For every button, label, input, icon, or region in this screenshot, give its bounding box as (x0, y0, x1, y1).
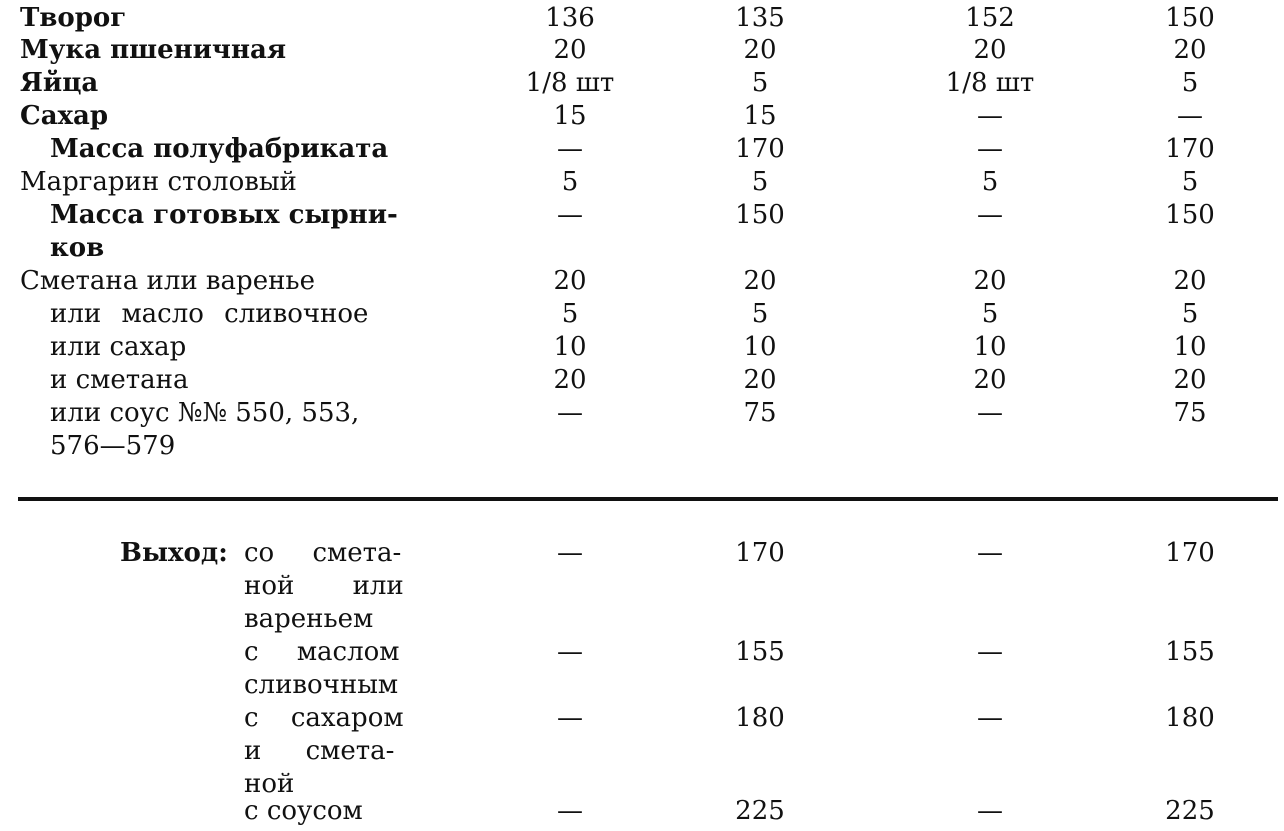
row-value: — (1177, 101, 1203, 131)
table-row (0, 2, 1284, 36)
yield-value: — (977, 637, 1003, 667)
row-value: 20 (743, 35, 777, 65)
yield-item-line: ной или (244, 571, 404, 601)
yield-value: 170 (735, 538, 785, 568)
yield-title: Выход: (120, 538, 228, 568)
table-row (0, 100, 1284, 134)
row-value: — (557, 398, 583, 428)
row-label: Масса полуфабриката (50, 134, 389, 164)
yield-item-line: вареньем (244, 604, 374, 634)
row-label: и сметана (50, 365, 189, 395)
yield-value: 155 (735, 637, 785, 667)
row-value: 75 (743, 398, 777, 428)
row-value: — (977, 134, 1003, 164)
row-value: 20 (973, 266, 1007, 296)
row-label: Сахар (20, 101, 109, 131)
row-value: 170 (1165, 134, 1215, 164)
yield-item-line: сливочным (244, 670, 399, 700)
table-row (0, 265, 1284, 299)
row-value: 10 (743, 332, 777, 362)
row-value: 20 (743, 365, 777, 395)
row-label: Маргарин столовый (20, 167, 297, 197)
row-label: Творог (20, 3, 127, 33)
row-value: 170 (735, 134, 785, 164)
row-value: 20 (553, 266, 587, 296)
row-value: 136 (545, 3, 595, 33)
yield-item-line: и смета- (244, 736, 395, 766)
row-value: 5 (751, 167, 769, 197)
yield-value: 225 (1165, 796, 1215, 826)
row-value: 15 (743, 101, 777, 131)
row-value: 5 (981, 299, 999, 329)
row-label: или масло сливочное (50, 299, 369, 329)
table-row (0, 34, 1284, 68)
row-value: 5 (751, 299, 769, 329)
yield-value: 180 (1165, 703, 1215, 733)
table-row (0, 364, 1284, 398)
row-value: 5 (1181, 68, 1199, 98)
yield-value: — (557, 637, 583, 667)
row-value: 135 (735, 3, 785, 33)
row-label: или сахар (50, 332, 187, 362)
row-value: 20 (553, 365, 587, 395)
table-row (0, 232, 1284, 266)
row-value: — (557, 134, 583, 164)
yield-value: — (977, 538, 1003, 568)
row-value: — (977, 398, 1003, 428)
row-value: 20 (973, 365, 1007, 395)
row-label: Яйца (20, 68, 99, 98)
row-label: Сметана или варенье (20, 266, 315, 296)
table-row (0, 397, 1284, 431)
yield-value: — (557, 703, 583, 733)
row-value: 20 (553, 35, 587, 65)
row-value: 5 (751, 68, 769, 98)
section-divider (18, 497, 1278, 501)
table-row (0, 430, 1284, 464)
row-value: 20 (1173, 35, 1207, 65)
row-value: 20 (1173, 266, 1207, 296)
row-label: ков (50, 233, 105, 263)
yield-value: 155 (1165, 637, 1215, 667)
yield-value: 225 (735, 796, 785, 826)
yield-item-line: со смета- (244, 538, 402, 568)
row-value: — (977, 101, 1003, 131)
row-value: 1/8 шт (525, 68, 615, 98)
table-row (0, 166, 1284, 200)
row-value: 5 (561, 299, 579, 329)
row-value: 5 (981, 167, 999, 197)
row-value: 10 (1173, 332, 1207, 362)
yield-value: — (557, 796, 583, 826)
row-label: Мука пшеничная (20, 35, 287, 65)
row-label: 576—579 (50, 431, 176, 461)
row-value: — (557, 200, 583, 230)
table-row (0, 67, 1284, 101)
row-value: 150 (735, 200, 785, 230)
yield-value: — (977, 796, 1003, 826)
table-row (0, 133, 1284, 167)
row-value: 20 (743, 266, 777, 296)
row-label: или соус №№ 550, 553, (50, 398, 360, 428)
table-row (0, 199, 1284, 233)
row-value: 150 (1165, 200, 1215, 230)
yield-value: 170 (1165, 538, 1215, 568)
yield-value: 180 (735, 703, 785, 733)
table-row (0, 331, 1284, 365)
row-value: 152 (965, 3, 1015, 33)
row-value: — (977, 200, 1003, 230)
yield-value: — (977, 703, 1003, 733)
row-value: 10 (973, 332, 1007, 362)
yield-item-line: с соусом (244, 796, 363, 826)
yield-item-line: с сахаром (244, 703, 404, 733)
row-value: 5 (561, 167, 579, 197)
row-value: 20 (1173, 365, 1207, 395)
table-row (0, 298, 1284, 332)
row-value: 20 (973, 35, 1007, 65)
yield-item-line: с маслом (244, 637, 400, 667)
row-value: 10 (553, 332, 587, 362)
row-value: 5 (1181, 299, 1199, 329)
row-value: 75 (1173, 398, 1207, 428)
row-label: Масса готовых сырни- (50, 200, 398, 230)
yield-value: — (557, 538, 583, 568)
row-value: 15 (553, 101, 587, 131)
yield-item-line: ной (244, 769, 295, 799)
row-value: 1/8 шт (945, 68, 1035, 98)
row-value: 5 (1181, 167, 1199, 197)
row-value: 150 (1165, 3, 1215, 33)
